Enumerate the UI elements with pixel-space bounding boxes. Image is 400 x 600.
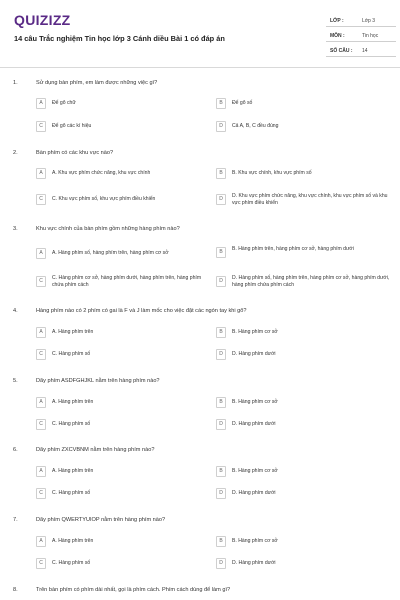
option-text: C. Hàng phím số xyxy=(52,490,91,496)
meta-subject-label: MÔN : xyxy=(330,33,345,39)
question-text: Sử dụng bàn phím, em làm được những việc gì? xyxy=(36,80,158,86)
option-text: Để gõ chữ xyxy=(52,100,76,106)
option-b[interactable] xyxy=(216,243,392,263)
option-text: A. Hàng phím trên xyxy=(52,468,94,474)
option-letter: B xyxy=(216,247,226,258)
option-text: B. Hàng phím cơ sở xyxy=(232,468,278,474)
meta-class-value: Lớp 3 xyxy=(362,18,376,24)
option-b[interactable] xyxy=(216,396,392,410)
question-number: 1. xyxy=(13,80,18,86)
option-letter: A xyxy=(36,536,46,547)
option-b[interactable] xyxy=(216,167,392,181)
option-letter: B xyxy=(216,98,226,109)
option-a[interactable] xyxy=(36,326,204,340)
option-text: C. Hàng phím cơ sở, hàng phím dưới, hàng phím trên, hàng phím chứa phím cách xyxy=(52,275,202,288)
option-letter: A xyxy=(36,327,46,338)
option-b[interactable] xyxy=(216,465,392,479)
meta-class xyxy=(326,15,396,27)
option-d[interactable] xyxy=(216,418,392,432)
option-text: C. Hàng phím số xyxy=(52,351,91,357)
question-text: Hàng phím nào có 2 phím có gai là F và J làm mốc cho việc đặt các ngón tay khi gõ? xyxy=(36,308,247,314)
option-d[interactable] xyxy=(216,272,392,292)
option-letter: D xyxy=(216,349,226,360)
option-c[interactable] xyxy=(36,418,204,432)
option-letter: C xyxy=(36,194,46,205)
option-letter: A xyxy=(36,466,46,477)
option-text: C. Khu vực phím số, khu vực phím điều khiển xyxy=(52,196,156,202)
option-text: A. Hàng phím số, hàng phím trên, hàng phím cơ sở xyxy=(52,250,169,256)
option-b[interactable] xyxy=(216,326,392,340)
question-number: 8. xyxy=(13,587,18,593)
option-c[interactable] xyxy=(36,487,204,501)
option-letter: C xyxy=(36,419,46,430)
option-c[interactable] xyxy=(36,557,204,571)
option-text: C. Hàng phím số xyxy=(52,421,91,427)
option-letter: B xyxy=(216,168,226,179)
option-a[interactable] xyxy=(36,247,204,261)
option-text: D. Hàng phím dưới xyxy=(232,351,276,357)
option-text: D. Hàng phím dưới xyxy=(232,421,276,427)
option-d[interactable] xyxy=(216,120,392,134)
option-letter: C xyxy=(36,121,46,132)
option-text: A. Hàng phím trên xyxy=(52,538,94,544)
option-text: Để gõ số xyxy=(232,100,253,106)
option-letter: C xyxy=(36,558,46,569)
option-c[interactable] xyxy=(36,120,204,134)
option-letter: C xyxy=(36,276,46,287)
question-number: 3. xyxy=(13,226,18,232)
option-letter: B xyxy=(216,466,226,477)
meta-question-count-label: SỐ CÂU : xyxy=(330,48,353,54)
option-c[interactable] xyxy=(36,348,204,362)
option-letter: A xyxy=(36,98,46,109)
option-letter: B xyxy=(216,536,226,547)
option-letter: B xyxy=(216,327,226,338)
option-a[interactable] xyxy=(36,535,204,549)
option-d[interactable] xyxy=(216,487,392,501)
option-letter: C xyxy=(36,349,46,360)
option-text: B. Hàng phím trên, hàng phím cơ sở, hàng phím dưới xyxy=(232,246,354,252)
option-text: Để gõ các kí hiệu xyxy=(52,123,92,129)
option-text: A. Hàng phím trên xyxy=(52,329,94,335)
option-text: D. Khu vực phím chức năng, khu vực chính, khu vực phím số và khu vực phím điều khiển xyxy=(232,193,388,206)
option-d[interactable] xyxy=(216,557,392,571)
quizizz-logo: QUIZIZZ xyxy=(14,12,71,28)
question-number: 5. xyxy=(13,378,18,384)
question-number: 4. xyxy=(13,308,18,314)
option-letter: A xyxy=(36,168,46,179)
option-a[interactable] xyxy=(36,465,204,479)
option-letter: D xyxy=(216,276,226,287)
option-text: C. Hàng phím số xyxy=(52,560,91,566)
option-letter: B xyxy=(216,397,226,408)
option-text: B. Khu vực chính, khu vực phím số xyxy=(232,170,312,176)
question-text: Bàn phím có các khu vực nào? xyxy=(36,150,114,156)
option-a[interactable] xyxy=(36,396,204,410)
option-text: A. Hàng phím trên xyxy=(52,399,94,405)
option-d[interactable] xyxy=(216,348,392,362)
option-letter: D xyxy=(216,488,226,499)
option-b[interactable] xyxy=(216,535,392,549)
option-text: Cả A, B, C đều đúng xyxy=(232,123,279,129)
option-b[interactable] xyxy=(216,97,392,111)
meta-class-label: LỚP : xyxy=(330,18,344,24)
option-letter: D xyxy=(216,558,226,569)
option-text: B. Hàng phím cơ sở xyxy=(232,329,278,335)
question-text: Dãy phím QWERTYUIOP nằm trên hàng phím nào? xyxy=(36,517,166,523)
meta-subject xyxy=(326,30,396,42)
page-header xyxy=(0,0,400,68)
meta-question-count-value: 14 xyxy=(362,48,368,54)
option-c[interactable] xyxy=(36,272,204,292)
question-text: Trên bàn phím có phím dài nhất, gọi là phím cách. Phím cách dùng để làm gì? xyxy=(36,587,231,593)
option-text: B. Hàng phím cơ sở xyxy=(232,538,278,544)
option-letter: C xyxy=(36,488,46,499)
option-a[interactable] xyxy=(36,167,204,181)
option-text: D. Hàng phím dưới xyxy=(232,560,276,566)
option-d[interactable] xyxy=(216,190,392,210)
option-text: D. Hàng phím dưới xyxy=(232,490,276,496)
question-number: 7. xyxy=(13,517,18,523)
question-text: Dãy phím ASDFGHJKL nằm trên hàng phím nào? xyxy=(36,378,160,384)
option-letter: D xyxy=(216,194,226,205)
option-letter: D xyxy=(216,121,226,132)
question-text: Dãy phím ZXCVBNM nằm trên hàng phím nào? xyxy=(36,447,155,453)
option-text: A. Khu vực phím chức năng, khu vực chính xyxy=(52,170,151,176)
question-number: 6. xyxy=(13,447,18,453)
option-letter: A xyxy=(36,397,46,408)
option-letter: A xyxy=(36,248,46,259)
option-text: B. Hàng phím cơ sở xyxy=(232,399,278,405)
option-c[interactable] xyxy=(36,193,204,207)
question-number: 2. xyxy=(13,150,18,156)
meta-question-count xyxy=(326,45,396,57)
question-text: Khu vực chính của bàn phím gồm những hàng phím nào? xyxy=(36,226,180,232)
option-text: D. Hàng phím số, hàng phím trên, hàng phím cơ sở, hàng phím dưới, hàng phím chứa phím cách xyxy=(232,275,390,288)
document-title: 14 câu Trắc nghiệm Tin học lớp 3 Cánh diều Bài 1 có đáp án xyxy=(14,34,225,43)
option-a[interactable] xyxy=(36,97,204,111)
option-letter: D xyxy=(216,419,226,430)
meta-subject-value: Tin học xyxy=(362,33,379,39)
